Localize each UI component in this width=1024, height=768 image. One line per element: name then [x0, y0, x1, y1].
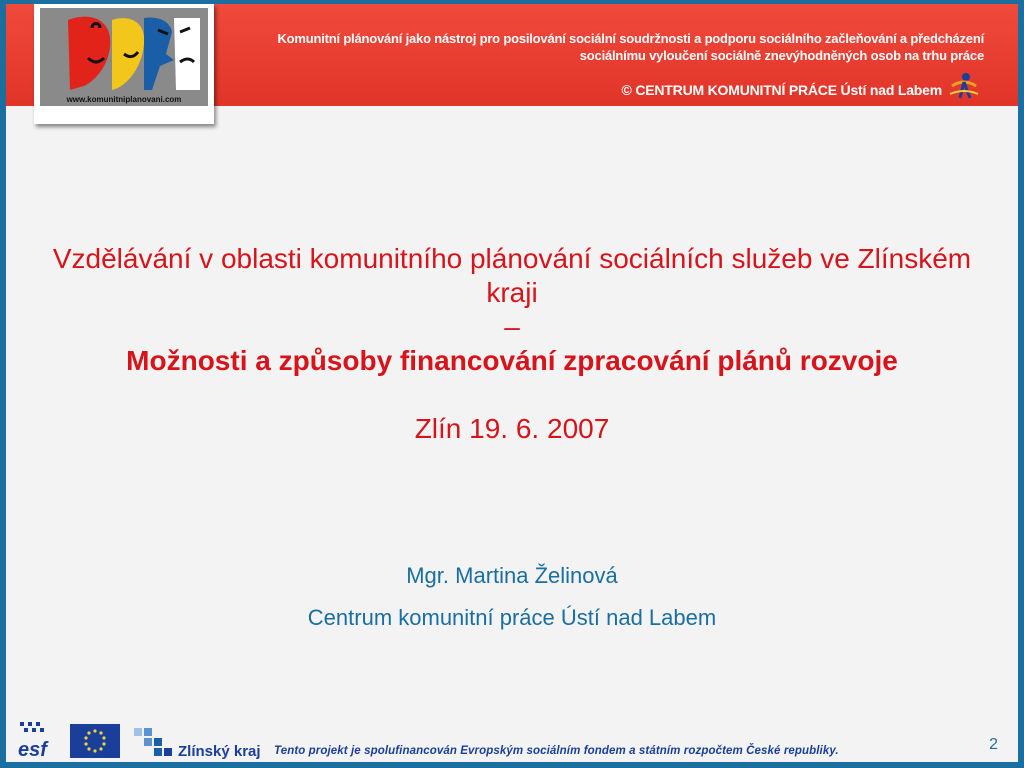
- organization-name: Centrum komunitní práce Ústí nad Labem: [307, 605, 717, 630]
- zlinsky-kraj-logo-icon: [132, 726, 176, 758]
- eu-flag-icon: [70, 724, 120, 758]
- region-label: Zlínský kraj: [178, 743, 261, 760]
- title-dash: –: [504, 311, 520, 342]
- slide-title: [46, 242, 978, 446]
- footer: [6, 710, 1018, 762]
- title-subtitle: Možnosti a způsoby financování zpracování plánů rozvoje: [126, 345, 898, 376]
- logo-url: www.komunitniplanovani.com: [66, 95, 182, 104]
- cofinancing-note: Tento projekt je spolufinancován Evropským sociálním fondem a státním rozpočtem České republiky.: [274, 745, 839, 757]
- title-date: Zlín 19. 6. 2007: [414, 413, 610, 444]
- page-number: 2: [989, 736, 998, 753]
- slide: [6, 4, 1018, 762]
- ckp-logo-icon: [946, 72, 982, 100]
- header-line-2: sociálnímu vyloučení sociálně znevýhodněných osob na trhu práce: [579, 48, 984, 63]
- header-text: [277, 30, 984, 64]
- title-line: Vzdělávání v oblasti komunitního plánování sociálních služeb ve Zlínském kraji: [52, 243, 972, 308]
- esf-logo-icon: [16, 720, 60, 760]
- author-name: Mgr. Martina Želinová: [406, 563, 618, 588]
- komunitni-planovani-logo: [34, 4, 214, 124]
- header-line-1: Komunitní plánování jako nástroj pro posilování sociální soudržnosti a podporu sociálního začleňování a předcházení: [277, 31, 984, 46]
- esf-label: esf: [18, 739, 47, 760]
- logo-image: [40, 8, 208, 106]
- header-copyright: © CENTRUM KOMUNITNÍ PRÁCE Ústí nad Labem: [621, 82, 942, 98]
- faces-icon: [40, 8, 208, 106]
